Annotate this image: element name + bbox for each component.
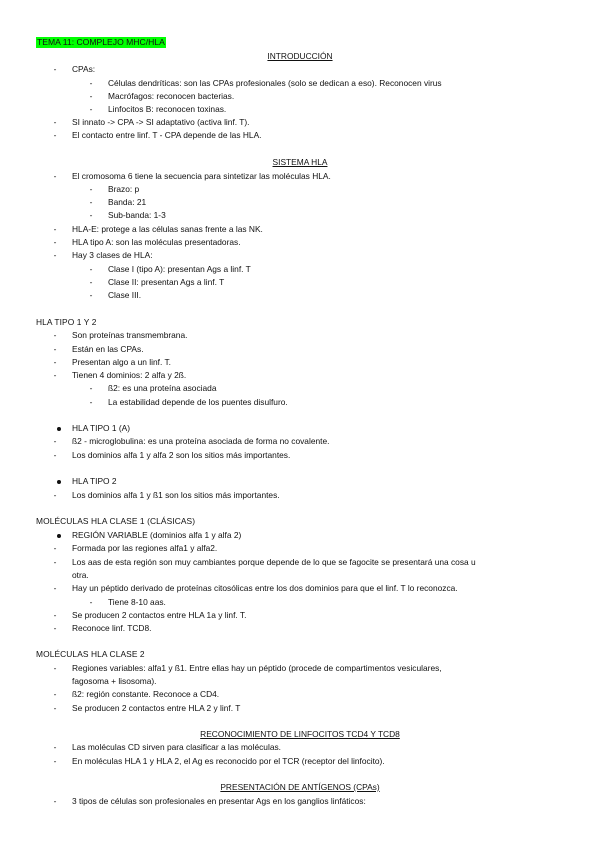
- dash-marker: -: [89, 197, 93, 207]
- dash-marker: -: [53, 344, 57, 354]
- dash-marker: -: [89, 184, 93, 194]
- list-item: Los aas de esta región son muy cambiantes porque depende de lo que se fagocite se presentará una cosa u: [72, 557, 476, 567]
- dash-marker: -: [53, 450, 57, 460]
- list-item: Hay 3 clases de HLA:: [72, 250, 153, 260]
- dash-marker: -: [53, 490, 57, 500]
- dash-marker: -: [89, 264, 93, 274]
- list-item: HLA-E: protege a las células sanas frente a las NK.: [72, 224, 263, 234]
- list-item: Son proteínas transmembrana.: [72, 330, 188, 340]
- list-item: SI innato -> CPA -> SI adaptativo (activa linf. T).: [72, 117, 250, 127]
- dash-marker: -: [53, 689, 57, 699]
- section-heading-reconocimiento: RECONOCIMIENTO DE LINFOCITOS TCD4 Y TCD8: [200, 729, 400, 739]
- list-item: Regiones variables: alfa1 y ß1. Entre ellas hay un péptido (procede de compartimentos vesiculares,: [72, 663, 442, 673]
- bullet-icon: [57, 480, 61, 484]
- dash-marker: -: [53, 557, 57, 567]
- dash-marker: -: [53, 742, 57, 752]
- list-item: El cromosoma 6 tiene la secuencia para sintetizar las moléculas HLA.: [72, 171, 331, 181]
- list-item-continuation: otra.: [72, 570, 89, 580]
- list-item: Macrófagos: reconocen bacterias.: [108, 91, 235, 101]
- list-item: ß2: es una proteína asociada: [108, 383, 217, 393]
- dash-marker: -: [89, 91, 93, 101]
- list-item: ß2: región constante. Reconoce a CD4.: [72, 689, 220, 699]
- section-heading-sistema: SISTEMA HLA: [272, 157, 328, 167]
- dash-marker: -: [53, 756, 57, 766]
- list-item: Células dendríticas: son las CPAs profesionales (solo se dedican a eso). Reconocen virus: [108, 78, 442, 88]
- dash-marker: -: [53, 543, 57, 553]
- dash-marker: -: [53, 330, 57, 340]
- dash-marker: -: [53, 250, 57, 260]
- list-item: 3 tipos de células son profesionales en presentar Ags en los ganglios linfáticos:: [72, 796, 366, 806]
- list-item: REGIÓN VARIABLE (dominios alfa 1 y alfa 2): [72, 530, 242, 540]
- list-item: Banda: 21: [108, 197, 147, 207]
- dash-marker: -: [53, 796, 57, 806]
- dash-marker: -: [53, 357, 57, 367]
- dash-marker: -: [53, 583, 57, 593]
- list-item: ß2 - microglobulina: es una proteína asociada de forma no covalente.: [72, 436, 330, 446]
- dash-marker: -: [53, 623, 57, 633]
- list-item: Linfocitos B: reconocen toxinas.: [108, 104, 227, 114]
- list-item-continuation: fagosoma + lisosoma).: [72, 676, 157, 686]
- dash-marker: -: [53, 703, 57, 713]
- dash-marker: -: [53, 436, 57, 446]
- list-item: Presentan algo a un linf. T.: [72, 357, 172, 367]
- dash-marker: -: [89, 383, 93, 393]
- dash-marker: -: [53, 224, 57, 234]
- section-heading-intro: INTRODUCCIÓN: [267, 51, 333, 61]
- dash-marker: -: [89, 104, 93, 114]
- dash-marker: -: [89, 290, 93, 300]
- section-heading-clase1: MOLÉCULAS HLA CLASE 1 (CLÁSICAS): [36, 516, 196, 526]
- list-item: Sub-banda: 1-3: [108, 210, 166, 220]
- list-item: Tiene 8-10 aas.: [108, 597, 166, 607]
- section-heading-clase2: MOLÉCULAS HLA CLASE 2: [36, 649, 145, 659]
- list-item: El contacto entre linf. T - CPA depende de las HLA.: [72, 130, 262, 140]
- dash-marker: -: [89, 597, 93, 607]
- dash-marker: -: [53, 610, 57, 620]
- dash-marker: -: [53, 130, 57, 140]
- list-item: Tienen 4 dominios: 2 alfa y 2ß.: [72, 370, 187, 380]
- dash-marker: -: [89, 397, 93, 407]
- list-item: Clase III.: [108, 290, 142, 300]
- section-heading-tipo12: HLA TIPO 1 Y 2: [36, 317, 97, 327]
- list-item: Los dominios alfa 1 y alfa 2 son los sitios más importantes.: [72, 450, 291, 460]
- list-item: Reconoce linf. TCD8.: [72, 623, 152, 633]
- dash-marker: -: [53, 237, 57, 247]
- list-item: Brazo: p: [108, 184, 140, 194]
- list-item: HLA TIPO 1 (A): [72, 423, 131, 433]
- bullet-icon: [57, 427, 61, 431]
- list-item: La estabilidad depende de los puentes disulfuro.: [108, 397, 288, 407]
- list-item: Clase II: presentan Ags a linf. T: [108, 277, 225, 287]
- list-item: Se producen 2 contactos entre HLA 2 y linf. T: [72, 703, 241, 713]
- list-item: Hay un péptido derivado de proteínas citosólicas entre los dos dominios para que el linf. T lo reconozca.: [72, 583, 458, 593]
- dash-marker: -: [53, 171, 57, 181]
- list-item: Están en las CPAs.: [72, 344, 144, 354]
- list-item: Clase I (tipo A): presentan Ags a linf. T: [108, 264, 251, 274]
- list-item: Formada por las regiones alfa1 y alfa2.: [72, 543, 218, 553]
- list-item: En moléculas HLA 1 y HLA 2, el Ag es reconocido por el TCR (receptor del linfocito).: [72, 756, 385, 766]
- list-item: Las moléculas CD sirven para clasificar a las moléculas.: [72, 742, 281, 752]
- list-item: Se producen 2 contactos entre HLA 1a y linf. T.: [72, 610, 247, 620]
- list-item: HLA TIPO 2: [72, 476, 117, 486]
- dash-marker: -: [53, 663, 57, 673]
- list-item: CPAs:: [72, 64, 96, 74]
- page-title: TEMA 11: COMPLEJO MHC/HLA: [37, 37, 165, 47]
- dash-marker: -: [89, 277, 93, 287]
- bullet-icon: [57, 534, 61, 538]
- dash-marker: -: [53, 370, 57, 380]
- dash-marker: -: [89, 78, 93, 88]
- list-item: Los dominios alfa 1 y ß1 son los sitios más importantes.: [72, 490, 280, 500]
- dash-marker: -: [89, 210, 93, 220]
- dash-marker: -: [53, 64, 57, 74]
- dash-marker: -: [53, 117, 57, 127]
- list-item: HLA tipo A: son las moléculas presentadoras.: [72, 237, 241, 247]
- section-heading-presentacion: PRESENTACIÓN DE ANTÍGENOS (CPAs): [220, 782, 380, 792]
